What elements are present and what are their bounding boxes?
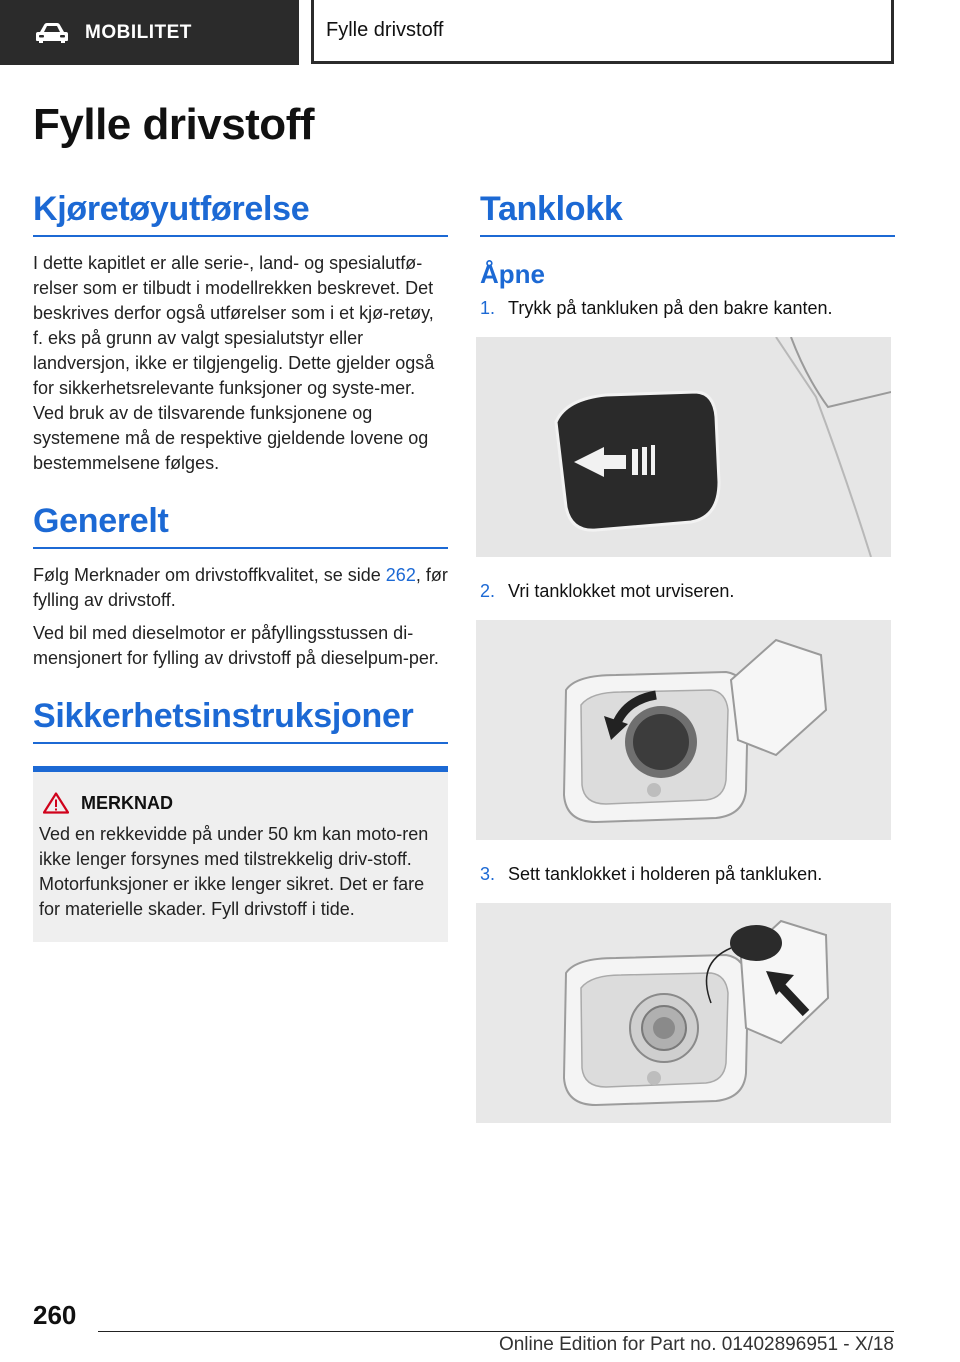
step-3: [480, 862, 895, 887]
general-text: [33, 563, 448, 613]
subsection-title-open: Åpne: [480, 259, 545, 289]
notice-header: [39, 792, 438, 814]
section-title-safety: Sikkerhetsinstruksjoner: [33, 697, 448, 744]
breadcrumb-label: Fylle drivstoff: [326, 19, 444, 41]
footer-divider: [98, 1331, 894, 1332]
section-tab-label: MOBILITET: [85, 21, 192, 43]
general-text-b: , før fylling av drivstoff.: [33, 565, 448, 610]
right-column: [480, 190, 895, 1145]
step-text: Sett tanklokket i holderen på tankluken.: [508, 864, 823, 884]
section-tab[interactable]: [0, 0, 299, 65]
notice-box: [33, 766, 448, 942]
step-text: Trykk på tankluken på den bakre kanten.: [508, 298, 833, 318]
page-link-262[interactable]: 262: [385, 565, 416, 585]
car-icon: [35, 22, 69, 44]
fuel-flap-press-illustration: [476, 337, 891, 557]
step-number: 2.: [480, 581, 496, 601]
left-column: [33, 190, 448, 942]
step-number: 3.: [480, 864, 496, 884]
fuel-cap-holder-illustration: [476, 903, 891, 1123]
step-1: [480, 296, 895, 321]
footer-edition: Online Edition for Part no. 01402896951 - X/18: [498, 1334, 894, 1355]
fuel-cap-turn-illustration: [476, 620, 891, 840]
step-number: 1.: [480, 298, 496, 318]
warning-triangle-icon: [43, 792, 69, 814]
section-title-fuel-cap: Tanklokk: [480, 190, 895, 237]
step-text: Vri tanklokket mot urviseren.: [508, 581, 735, 601]
step-2: [480, 579, 895, 604]
section-title-general: Generelt: [33, 502, 448, 549]
section-title-vehicle-version: Kjøretøyutførelse: [33, 190, 448, 237]
vehicle-version-text: I dette kapitlet er alle serie-, land- og spesialutfø-relser som er tilbudt i modellrekken beskrevet. Det beskrives derfor også utførelser som i et kjø-retøy, f. eks på grunn av valgt spesialutstyr eller landversjon, ikke er tilgjengelig. Dette gjelder også for sikkerhetsrelevante funksjoner og syste-mer. Ved bruk av de tilsvarende funksjonene og systemene må de respektive gjeldende lovene og bestemmelsene følges.: [33, 253, 435, 473]
page-number: 260: [33, 1300, 77, 1330]
general-text-a: Følg Merknader om drivstoffkvalitet, se side: [33, 565, 386, 585]
page-title: Fylle drivstoff: [33, 100, 314, 149]
notice-label: MERKNAD: [81, 792, 173, 813]
breadcrumb: [311, 0, 894, 64]
diesel-text: Ved bil med dieselmotor er påfyllingsstussen di-mensjonert for fylling av drivstoff på dieselpum-per.: [33, 623, 439, 668]
notice-text: Ved en rekkevidde på under 50 km kan moto-ren ikke lenger forsynes med tilstrekkelig driv-stoff. Motorfunksjoner er ikke lenger sikret. Det er fare for materielle skader. Fyll drivstoff i tide.: [39, 824, 429, 919]
